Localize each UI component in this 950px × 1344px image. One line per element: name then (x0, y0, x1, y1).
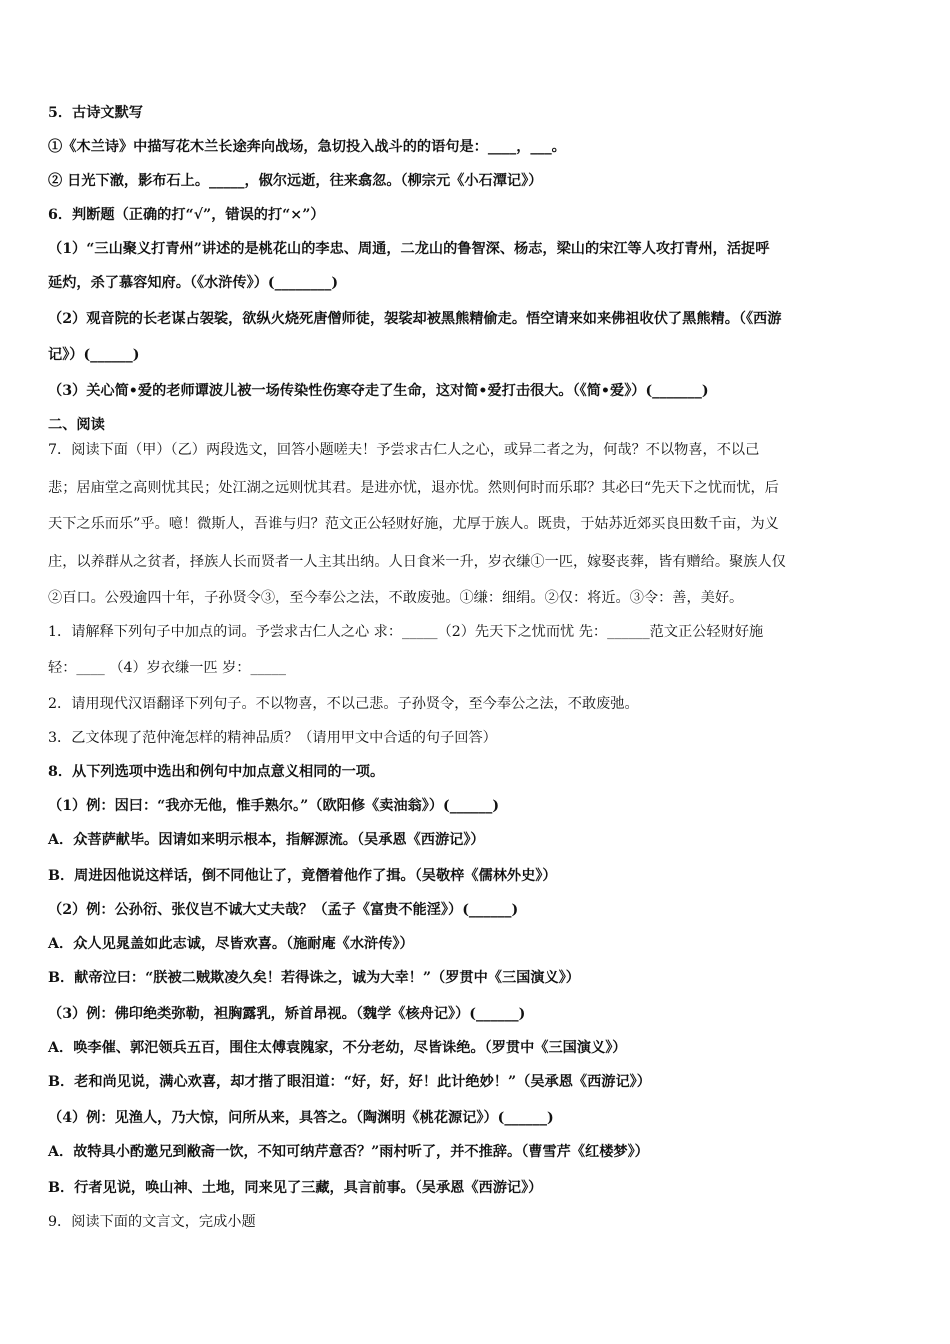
q7-passage-line5: ②百口。公殁逾四十年，子孙贤令③，至今奉公之法，不敢废弛。①缣：细绢。②仅：将近。③令：善，美好。 (48, 590, 744, 606)
q8-example4: （4）例：见渔人，乃大惊，问所从来，具答之。（陶渊明《桃花源记》）(______) (48, 1110, 554, 1126)
q7-passage-line4: 庄，以养群从之贫者，择族人长而贤者一人主其出纳。人日食米一升，岁衣缣①一匹，嫁娶丧葬，皆有赠给。聚族人仅 (48, 554, 786, 570)
q8-title: 8．从下列选项中选出和例句中加点意义相同的一项。 (48, 764, 385, 780)
q8-example1-option-a: A．众菩萨献毕。因请如来明示根本，指解源流。（吴承恩《西游记》） (48, 832, 485, 848)
q5-line2: ② 日光下澈，影布石上。_____，俶尔远逝，往来翕忽。（柳宗元《小石潭记》） (48, 173, 543, 189)
q8-example3: （3）例：佛印绝类弥勒，袒胸露乳，矫首昂视。（魏学《核舟记》）(______) (48, 1006, 526, 1022)
q7-sub1-line2: 轻：____ （4）岁衣缣一匹 岁：_____ (48, 660, 286, 676)
section-title-reading: 二、阅读 (48, 417, 105, 433)
q7-sub3: 3．乙文体现了范仲淹怎样的精神品质？（请用甲文中合适的句子回答） (48, 730, 497, 746)
q6-item2-line1: （2）观音院的长老谋占袈裟，欲纵火烧死唐僧师徒，袈裟却被黑熊精偷走。悟空请来如来佛祖收伏了黑熊精。（《西游 (48, 311, 782, 327)
q8-example1: （1）例：因曰：“我亦无他，惟手熟尔。”（欧阳修《卖油翁》）(______) (48, 798, 500, 814)
q8-example4-option-a: A．故特具小酌邀兄到敝斋一饮，不知可纳芹意否？”雨村听了，并不推辞。（曹雪芹《红楼梦》） (48, 1144, 649, 1160)
q6-item1-line1: （1）“三山聚义打青州”讲述的是桃花山的李忠、周通，二龙山的鲁智深、杨志，梁山的宋江等人攻打青州，活捉呼 (48, 241, 770, 257)
q7-sub2: 2．请用现代汉语翻译下列句子。不以物喜，不以己悲。子孙贤令，至今奉公之法，不敢废弛。 (48, 696, 639, 712)
q7-sub1-line1: 1．请解释下列句子中加点的词。予尝求古仁人之心 求：_____（2）先天下之忧而忧 先：______范文正公轻财好施 (48, 624, 764, 640)
q8-example3-option-b: B．老和尚见说，满心欢喜，却才揩了眼泪道：“好，好，好！此计绝妙！”（吴承恩《西游记》） (48, 1074, 651, 1090)
q8-example2-option-b: B．献帝泣曰：“朕被二贼欺凌久矣！若得诛之，诚为大幸！”（罗贯中《三国演义》） (48, 970, 580, 986)
q7-passage-line2: 悲；居庙堂之高则忧其民；处江湖之远则忧其君。是进亦忧，退亦忧。然则何时而乐耶？其必曰“先天下之忧而忧，后 (48, 480, 779, 496)
q8-example1-option-b: B．周进因他说这样话，倒不同他让了，竟僭着他作了揖。（吴敬梓《儒林外史》） (48, 868, 557, 884)
q5-title: 5．古诗文默写 (48, 105, 143, 121)
q7-passage-line1: 7．阅读下面（甲）（乙）两段选文，回答小题嗟夫！予尝求古仁人之心，或异二者之为，何哉？不以物喜，不以己 (48, 442, 760, 458)
q6-item3: （3）关心简•爱的老师谭波儿被一场传染性伤寒夺走了生命，这对简•爱打击很大。（《简•爱》）(_______) (48, 383, 709, 399)
q5-line1: ①《木兰诗》中描写花木兰长途奔向战场，急切投入战斗的的语句是：____，___。 (48, 139, 566, 155)
q8-example3-option-a: A．唤李催、郭汜领兵五百，围住太傅袁隗家，不分老幼，尽皆诛绝。（罗贯中《三国演义》） (48, 1040, 627, 1056)
q6-item1-line2: 延灼，杀了慕容知府。（《水浒传》）(________) (48, 275, 339, 291)
q7-passage-line3: 天下之乐而乐”乎。噫！微斯人，吾谁与归？范文正公轻财好施，尤厚于族人。既贵，于姑苏近郊买良田数千亩，为义 (48, 516, 779, 532)
q8-example2-option-a: A．众人见晁盖如此志诚，尽皆欢喜。（施耐庵《水浒传》） (48, 936, 414, 952)
q6-item2-line2: 记》）(______) (48, 347, 140, 363)
q6-title: 6．判断题（正确的打“√”，错误的打“×”） (48, 207, 325, 223)
q8-example2: （2）例：公孙衍、张仪岂不诚大丈夫哉？（孟子《富贵不能淫》）(______) (48, 902, 519, 918)
q9-title: 9．阅读下面的文言文，完成小题 (48, 1214, 256, 1230)
q8-example4-option-b: B．行者见说，唤山神、土地，同来见了三藏，具言前事。（吴承恩《西游记》） (48, 1180, 543, 1196)
